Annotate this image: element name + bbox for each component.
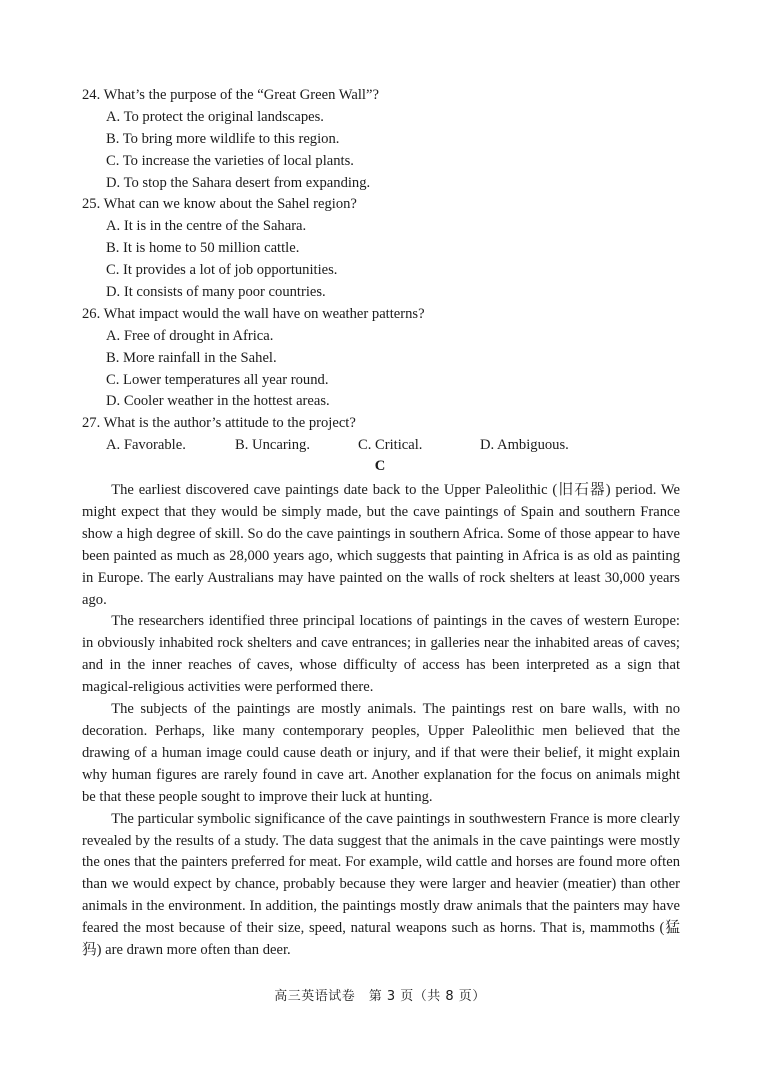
passage-paragraph: The researchers identified three principal locations of paintings in the caves of western Europe: in obviously inhabited rock shelters and cave entrances; in galleries near the inhabited areas of caves; and in the inner reaches of caves, whose difficulty of access has been interpreted as a sign that magical-religious activities were performed there. <box>82 613 680 696</box>
option-c: C. To increase the varieties of local plants. <box>106 152 354 169</box>
question-stem: 26. What impact would the wall have on weather patterns? <box>82 305 425 322</box>
option-c: C. Critical. <box>358 437 423 454</box>
option-d: D. To stop the Sahara desert from expanding. <box>106 174 371 191</box>
passage-paragraph: The subjects of the paintings are mostly animals. The paintings rest on bare walls, with no decoration. Perhaps, like many contemporary peoples, Upper Paleolithic men believed that the drawing of a human image could cause death or injury, and if that were their belief, it might explain why human figures are rarely found in cave art. Another explanation for the focus on animals might be that these people sought to improve their luck at hunting. <box>82 701 680 805</box>
question-list <box>82 85 682 457</box>
page-footer: 高三英语试卷 第 3 页（共 8 页） <box>274 989 486 1004</box>
option-d: D. It consists of many poor countries. <box>106 284 326 301</box>
option-d: D. Cooler weather in the hottest areas. <box>106 393 330 410</box>
question-stem: 25. What can we know about the Sahel region? <box>82 196 357 213</box>
passage-paragraph: The particular symbolic significance of the cave paintings in southwestern France is more clearly revealed by the results of a study. The data suggest that the animals in the cave paintings were mostly the ones that the painters preferred for meat. For example, wild cattle and horses are found more often than we would expect by chance, probably because they were larger and heavier (meatier) than other animals in the environment. In addition, the paintings mostly draw animals that the painters may have feared the most because of their size, speed, natural weapons such as horns. That is, mammoths (猛犸) are drawn more often than deer. <box>82 810 680 959</box>
reading-passage <box>82 480 680 962</box>
option-c: C. Lower temperatures all year round. <box>106 371 329 388</box>
option-b: B. It is home to 50 million cattle. <box>106 240 300 257</box>
option-b: B. Uncaring. <box>235 437 310 454</box>
section-heading: C <box>374 458 386 474</box>
option-c: C. It provides a lot of job opportunities. <box>106 262 338 279</box>
option-row <box>82 435 682 457</box>
option-a: A. To protect the original landscapes. <box>106 108 324 125</box>
option-b: B. More rainfall in the Sahel. <box>106 349 277 366</box>
question-stem: 27. What is the author’s attitude to the project? <box>82 415 356 432</box>
option-d: D. Ambiguous. <box>480 437 569 454</box>
question-stem: 24. What’s the purpose of the “Great Green Wall”? <box>82 87 379 103</box>
option-a: A. It is in the centre of the Sahara. <box>106 218 307 235</box>
option-b: B. To bring more wildlife to this region. <box>106 130 340 147</box>
option-a: A. Favorable. <box>106 437 186 454</box>
option-a: A. Free of drought in Africa. <box>106 327 274 344</box>
passage-paragraph: The earliest discovered cave paintings date back to the Upper Paleolithic (旧石器) period. We might expect that they would be simply made, but the cave paintings of Spain and southern France show a high degree of skill. So do the cave paintings in southern Africa. Some of those appear to have been painted as much as 28,000 years ago, which suggests that painting in Africa is as old as painting in Europe. The early Australians may have painted on the walls of rock shelters at least 30,000 years ago. <box>82 482 680 608</box>
